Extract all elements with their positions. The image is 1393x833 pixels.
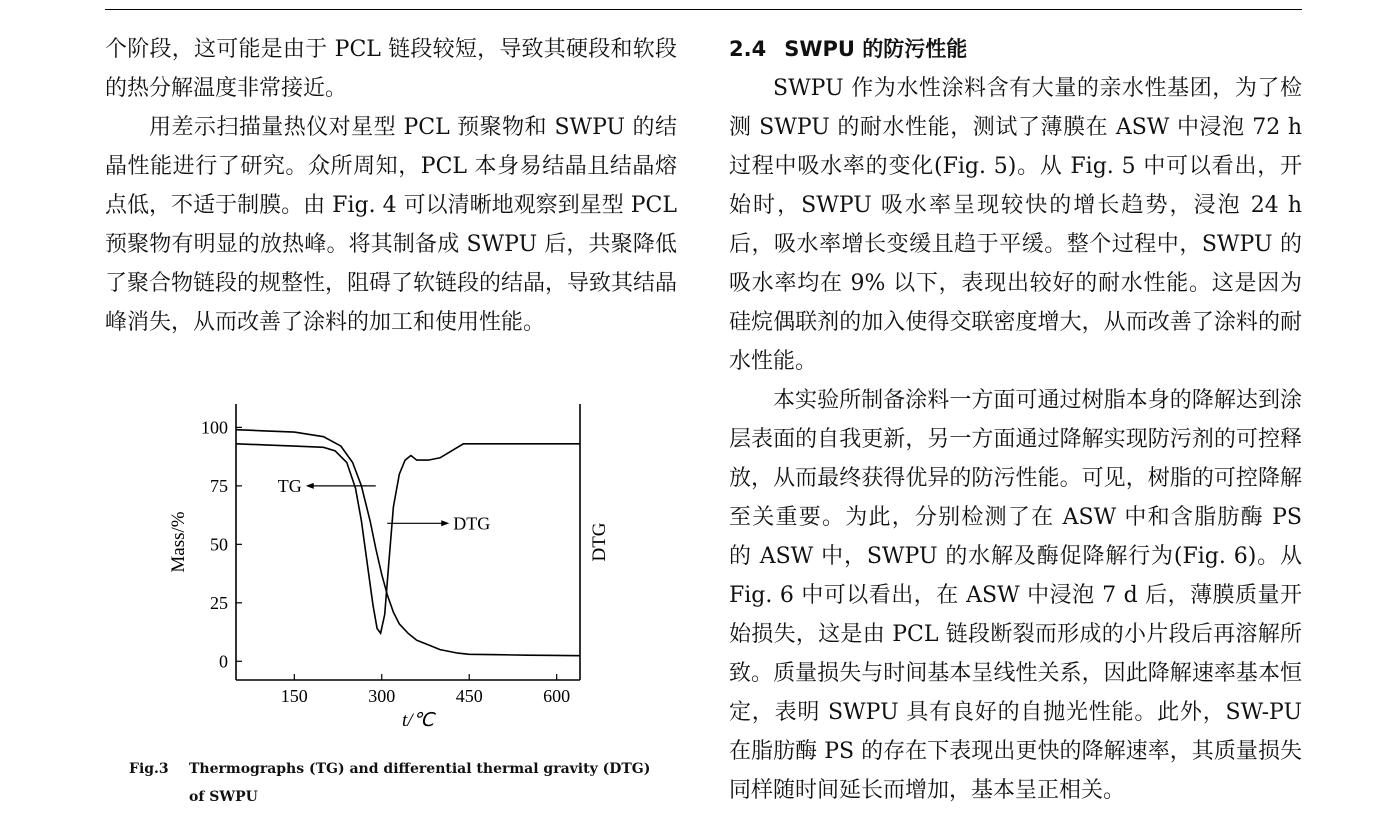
- top-rule: [105, 9, 1302, 10]
- caption-line: Thermographs (TG) and differential thermal gravity (DTG): [189, 761, 651, 777]
- x-axis-label: t/℃: [402, 710, 434, 731]
- series-line-dtg: [236, 444, 580, 633]
- left-column: [105, 30, 677, 342]
- section-number: 2.4: [729, 37, 767, 61]
- annotation-tg: TG: [277, 475, 302, 496]
- y2-axis-label: DTG: [589, 522, 610, 562]
- y-tick-label: 100: [201, 417, 228, 438]
- figure-number: Fig.3: [129, 761, 169, 777]
- paragraph: 用差示扫描量热仪对星型 PCL 预聚物和 SWPU 的结晶性能进行了研究。众所周知，PCL 本身易结晶且结晶熔点低，不适于制膜。由 Fig. 4 可以清晰地观察到星型 PCL 预聚物有明显的放热峰。将其制备成 SWPU 后，共聚降低了聚合物链段的规整性，阻碍了软链段的结晶，导致其结晶峰消失，从而改善了涂料的加工和使用性能。: [105, 115, 678, 335]
- annotation-dtg-arrowhead: [441, 520, 449, 526]
- annotation-dtg: DTG: [453, 513, 491, 534]
- y-tick-label: 0: [219, 651, 228, 672]
- y-axis-label: Mass/%: [168, 511, 189, 573]
- annotation-tg-arrowhead: [306, 483, 314, 489]
- paragraph: SWPU 作为水性涂料含有大量的亲水性基团，为了检测 SWPU 的耐水性能，测试了薄膜在 ASW 中浸泡 72 h 过程中吸水率的变化(Fig. 5)。从 Fig. 5 中可以看出，开始时，SWPU 吸水率呈现较快的增长趋势，浸泡 24 h 后，吸水率增长变缓且趋于平缓。整个过程中，SWPU 的吸水率均在 9% 以下，表现出较好的耐水性能。这是因为硅烷偶联剂的加入使得交联密度增大，从而改善了涂料的耐水性能。: [729, 76, 1302, 374]
- y-tick-label: 25: [210, 592, 228, 613]
- section-title: SWPU 的防污性能: [784, 37, 968, 61]
- section-heading: [729, 30, 1302, 69]
- x-tick-label: 150: [280, 686, 308, 706]
- y-tick-label: 50: [210, 534, 228, 555]
- y-tick-label: 75: [210, 475, 228, 496]
- figure-caption: [129, 755, 689, 811]
- right-column: [729, 30, 1302, 810]
- paragraph: 本实验所制备涂料一方面可通过树脂本身的降解达到涂层表面的自我更新，另一方面通过降解实现防污剂的可控释放，从而最终获得优异的防污性能。可见，树脂的可控降解至关重要。为此，分别检测了在 ASW 中和含脂肪酶 PS 的 ASW 中，SWPU 的水解及酶促降解行为(Fig. 6)。从 Fig. 6 中可以看出，在 ASW 中浸泡 7 d 后，薄膜质量开始损失，这是由 PCL 链段断裂而形成的小片段后再溶解所致。质量损失与时间基本呈线性关系，因此降解速率基本恒定，表明 SWPU 具有良好的自抛光性能。此外，SW-PU 在脂肪酶 PS 的存在下表现出更快的降解速率，其质量损失同样随时间延长而增加，基本呈正相关。: [729, 388, 1302, 803]
- x-tick-label: 450: [455, 686, 483, 706]
- paragraph: 个阶段，这可能是由于 PCL 链段较短，导致其硬段和软段的热分解温度非常接近。: [105, 37, 677, 101]
- x-tick-label: 600: [543, 686, 571, 706]
- figure-tg-dtg: [160, 398, 630, 738]
- x-tick-label: 300: [368, 686, 396, 706]
- tg-dtg-chart: [160, 398, 630, 738]
- series-line-tg: [236, 430, 580, 656]
- caption-line: of SWPU: [189, 789, 258, 805]
